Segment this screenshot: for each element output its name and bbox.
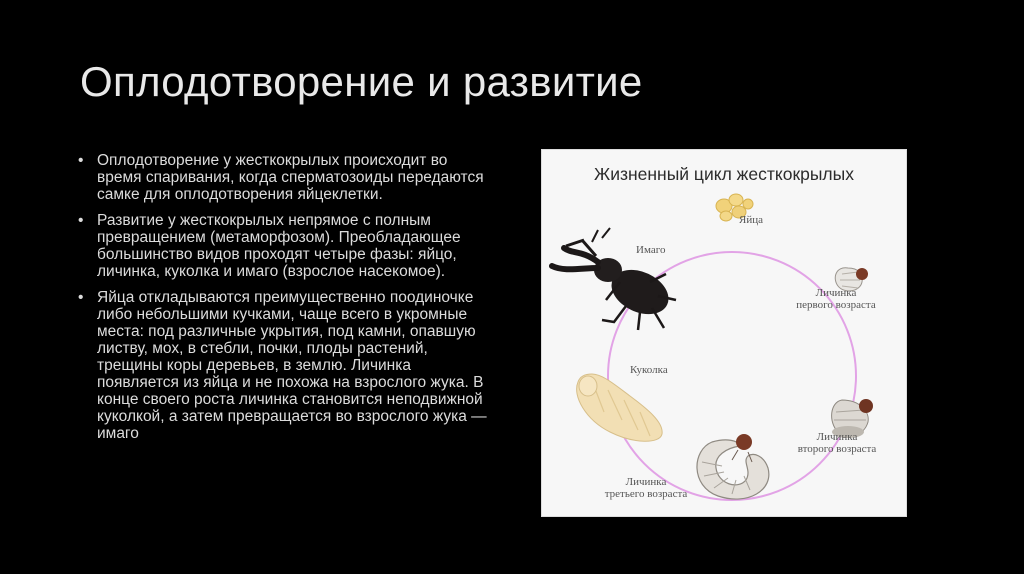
label-line: второго возраста	[797, 443, 877, 455]
label-line: первого возраста	[796, 299, 876, 311]
larva-third-instar-illustration	[697, 434, 769, 499]
label-imago: Имаго	[636, 244, 666, 256]
bullet-text: Оплодотворение у жесткокрылых происходит во время спаривания, когда сперматозоиды передаются самке для оплодотворения яйцеклетки.	[97, 152, 484, 203]
bullet-development	[78, 212, 488, 280]
label-larva-first-instar	[786, 287, 886, 311]
label-line: Личинка	[816, 431, 858, 443]
bullet-text: Яйца откладываются преимущественно поодиночке либо небольшими кучками, чаще всего в укромные места: под различные укрытия, под камни, опавшую листву, мох, в стебли, почки, плоды растений, трещины коры деревьев, в землю. Личинка появляется из яйца и не похожа на взрослого жука. В конце своего роста личинка становится неподвижной куколкой, а затем превращается во взрослого жука — имаго	[97, 289, 487, 442]
label-line: Личинка	[815, 287, 857, 299]
label-line: Личинка	[625, 476, 667, 488]
label-pupa: Куколка	[630, 364, 668, 376]
bullet-fertilization	[78, 152, 488, 203]
bullet-text: Развитие у жесткокрылых непрямое с полным превращением (метаморфозом). Преобладающее большинство видов проходят четыре фазы: яйцо, личинка, куколка и имаго (взрослое насекомое).	[97, 212, 461, 280]
figure-title: Жизненный цикл жесткокрылых	[594, 164, 854, 184]
label-line: третьего возраста	[604, 488, 688, 500]
bullet-list	[78, 152, 488, 451]
life-cycle-diagram	[542, 150, 906, 516]
label-larva-third-instar	[590, 476, 702, 500]
bullet-eggs	[78, 289, 488, 442]
bullet-dot: •	[78, 289, 84, 306]
label-larva-second-instar	[782, 431, 892, 455]
label-eggs: Яйца	[739, 214, 763, 226]
bullet-dot: •	[78, 152, 84, 169]
bullet-dot: •	[78, 212, 84, 229]
slide-title: Оплодотворение и развитие	[80, 58, 643, 105]
life-cycle-figure	[541, 149, 907, 517]
pupa-illustration	[577, 374, 663, 441]
